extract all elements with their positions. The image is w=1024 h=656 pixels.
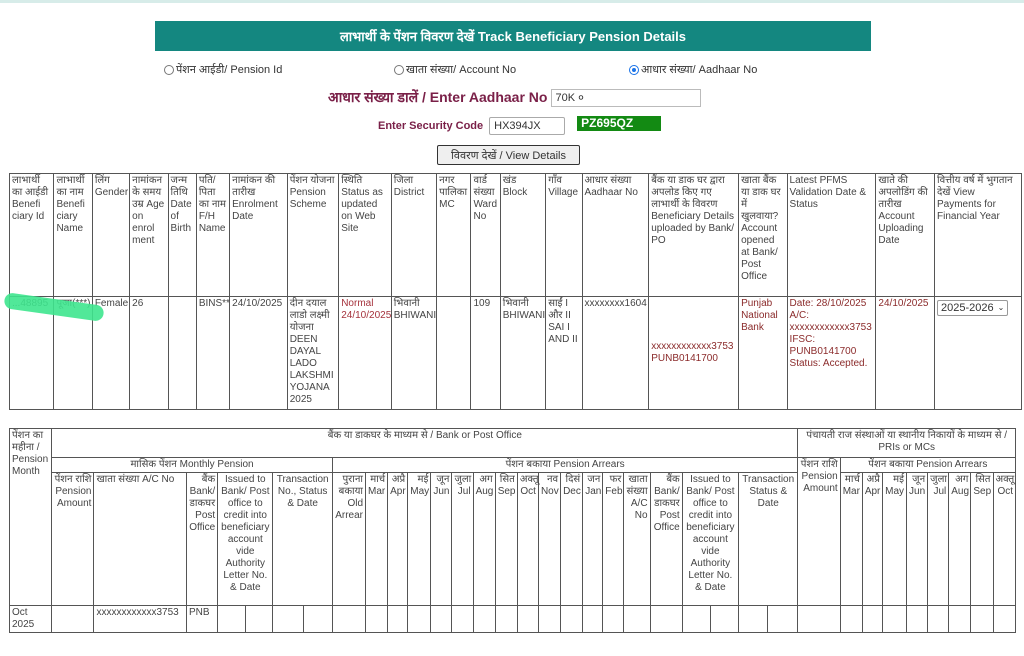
radio-label: खाता संख्या/ Account No <box>406 64 517 76</box>
empty-cell <box>993 606 1015 633</box>
empty-cell <box>768 606 798 633</box>
arrear-month-header: दिसं Dec <box>561 473 583 606</box>
col-header: खाते की अपलोडिंग की तारीख Account Uploading Date <box>876 174 935 297</box>
arrear-month-header: फर Feb <box>603 473 624 606</box>
col-header: वार्ड संख्या Ward No <box>471 174 500 297</box>
ward-no: 109 <box>471 297 500 410</box>
pri-month-header: अक्तू Oct <box>993 473 1015 606</box>
col-header: आधार संख्या Aadhaar No <box>582 174 649 297</box>
col-header: Latest PFMS Validation Date & Status <box>787 174 876 297</box>
col-header: जन्म तिथि Date of Birth <box>168 174 196 297</box>
empty-cell <box>862 606 882 633</box>
empty-cell <box>408 606 431 633</box>
pri-month-header: सित Sep <box>971 473 993 606</box>
col-header: पेंशन योजना Pension Scheme <box>287 174 339 297</box>
bank-po-header: बैंक Bank/ डाकघर Post Office <box>187 473 218 606</box>
bank-uploaded-details: xxxxxxxxxxxx3753 PUNB0141700 <box>649 297 739 410</box>
financial-year-select[interactable] <box>937 300 1008 316</box>
empty-cell <box>332 606 365 633</box>
security-code-label: Enter Security Code <box>378 120 484 132</box>
arrear-month-header: सित Sep <box>495 473 517 606</box>
col-header: नगर पालिका MC <box>437 174 471 297</box>
fy-cell <box>935 297 1022 410</box>
pri-pension-amount-header: पेंशन राशि Pension Amount <box>798 458 840 606</box>
radio-label: पेंशन आईडी/ Pension Id <box>176 64 283 76</box>
aadhaar-input[interactable] <box>551 89 701 107</box>
pension-month: Oct 2025 <box>10 606 52 633</box>
security-code-input[interactable] <box>489 117 565 135</box>
empty-cell <box>971 606 993 633</box>
chevron-down-icon: ⌄ <box>997 303 1005 312</box>
empty-cell <box>431 606 452 633</box>
empty-cell <box>452 606 473 633</box>
empty-cell <box>473 606 495 633</box>
empty-cell <box>907 606 928 633</box>
empty-cell <box>928 606 949 633</box>
aadhaar-no: xxxxxxxx1604 <box>582 297 649 410</box>
pension-arrears-header: पेंशन बकाया Pension Arrears <box>332 458 798 473</box>
table-row <box>10 297 1022 410</box>
empty-cell <box>739 606 768 633</box>
security-code-row <box>378 117 661 135</box>
empty-cell <box>495 606 517 633</box>
column-header-row <box>10 473 1016 606</box>
radio-checked-icon[interactable] <box>629 65 639 75</box>
group-header-row <box>10 429 1016 458</box>
arrear-month-header: जन Jan <box>583 473 603 606</box>
empty-cell <box>538 606 560 633</box>
arrear-month-header: अक्तू Oct <box>517 473 538 606</box>
col-header: नामांकन के समय उम्र Age on enrol ment <box>130 174 168 297</box>
aadhaar-row <box>328 88 701 107</box>
radio-label: आधार संख्या/ Aadhaar No <box>641 64 758 76</box>
arrear-month-header: जुला Jul <box>452 473 473 606</box>
top-border <box>0 0 1024 3</box>
empty-cell <box>682 606 710 633</box>
arrear-month-header: जून Jun <box>431 473 452 606</box>
enrolment-date: 24/10/2025 <box>230 297 288 410</box>
arrear-month-header: मई May <box>408 473 431 606</box>
pension-month-header: पेंशन का महीना / Pension Month <box>10 429 52 606</box>
arrear-month-header: अग Aug <box>473 473 495 606</box>
empty-cell <box>882 606 906 633</box>
pri-month-header: मई May <box>882 473 906 606</box>
empty-cell <box>517 606 538 633</box>
mc <box>437 297 471 410</box>
pri-arrears-header: पेंशन बकाया Pension Arrears <box>840 458 1015 473</box>
empty-cell <box>840 606 862 633</box>
empty-cell <box>710 606 738 633</box>
col-header: जिला District <box>391 174 436 297</box>
radio-pension-id[interactable] <box>164 62 282 77</box>
radio-aadhaar-no[interactable] <box>629 62 757 77</box>
empty-cell <box>388 606 408 633</box>
page-title: लाभार्थी के पेंशन विवरण देखें Track Beneficiary Pension Details <box>339 29 686 44</box>
old-arrear-header: पुराना बकाया Old Arrear <box>332 473 365 606</box>
col-header: वित्तीय वर्ष में भुगतान देखें View Payments for Financial Year <box>935 174 1022 297</box>
beneficiary-table <box>9 173 1022 410</box>
captcha-image: PZ695QZ <box>577 116 661 131</box>
age: 26 <box>130 297 168 410</box>
pri-month-header: अग Aug <box>949 473 971 606</box>
pension-scheme: दीन दयाल लाडो लक्ष्मी योजना DEEN DAYAL LADO LAKSHMI YOJANA 2025 <box>287 297 339 410</box>
pfms-validation: Date: 28/10/2025 A/C: xxxxxxxxxxxx3753 IFSC: PUNB0141700 Status: Accepted. <box>787 297 876 410</box>
arrear-issued-header: Issued to Bank/ Post office to credit into beneficiary account vide Authority Letter No. & Date <box>682 473 738 606</box>
col-header: गाँव Village <box>546 174 582 297</box>
empty-cell <box>603 606 624 633</box>
empty-cell <box>561 606 583 633</box>
search-by-radio-group <box>0 62 1024 80</box>
bank-po-group-header: बैंक या डाकघर के माध्यम से / Bank or Post Office <box>52 429 798 458</box>
col-header: खंड Block <box>500 174 545 297</box>
fh-name: BINS** <box>196 297 229 410</box>
arrear-month-header: मार्च Mar <box>366 473 388 606</box>
account-uploading-date: 24/10/2025 <box>876 297 935 410</box>
subgroup-header-row <box>10 458 1016 473</box>
gender: Female <box>92 297 129 410</box>
pri-month-header: मार्च Mar <box>840 473 862 606</box>
arrear-ac-no-header: खाता संख्या A/C No <box>624 473 650 606</box>
account-opened-at: Punjab National Bank <box>739 297 787 410</box>
arrear-txn-header: Transaction Status & Date <box>739 473 798 606</box>
col-header: बैंक या डाक घर द्वारा अपलोड किए गए लाभार्थी के विवरण Beneficiary Details uploaded by Bank/ PO <box>649 174 739 297</box>
empty-cell <box>583 606 603 633</box>
table-row <box>10 606 1016 633</box>
table-header-row <box>10 174 1022 297</box>
empty-cell <box>303 606 332 633</box>
empty-cell <box>798 606 840 633</box>
financial-year-value: 2025-2026 <box>941 302 994 314</box>
txn-header: Transaction No., Status & Date <box>273 473 332 606</box>
col-header: लिंग Gender <box>92 174 129 297</box>
col-header: पति/ पिता का नाम F/H Name <box>196 174 229 297</box>
col-header: स्थिति Status as updated on Web Site <box>339 174 392 297</box>
col-header: लाभार्थी का आईडी Benefi ciary Id <box>10 174 54 297</box>
pri-group-header: पंचायती राज संस्थाओं या स्थानीय निकायों के माध्यम से / PRIs or MCs <box>798 429 1016 458</box>
pension-amount-header: पेंशन राशि Pension Amount <box>52 473 94 606</box>
ac-no-header: खाता संख्या A/C No <box>94 473 187 606</box>
view-details-button[interactable]: विवरण देखें / View Details <box>437 145 580 165</box>
radio-unchecked-icon[interactable] <box>394 65 404 75</box>
col-header: खाता बैंक या डाक घर में खुलवाया? Account opened at Bank/ Post Office <box>739 174 787 297</box>
date-of-birth <box>168 297 196 410</box>
village: साईं I और II SAI I AND II <box>546 297 582 410</box>
empty-cell <box>218 606 246 633</box>
pri-month-header: जून Jun <box>907 473 928 606</box>
empty-cell <box>366 606 388 633</box>
arrear-month-header: नव Nov <box>538 473 560 606</box>
empty-cell <box>624 606 650 633</box>
page-title-banner <box>155 21 871 51</box>
empty-cell <box>246 606 273 633</box>
arrear-bank-po-header: बैंक Bank/ डाकघर Post Office <box>650 473 682 606</box>
status: Normal 24/10/2025 <box>339 297 392 410</box>
issued-header: Issued to Bank/ Post office to credit into beneficiary account vide Authority Letter No. & Date <box>218 473 273 606</box>
col-header: लाभार्थी का नाम Benefi ciary Name <box>54 174 92 297</box>
col-header: नामांकन की तारीख Enrolment Date <box>230 174 288 297</box>
pension-amount <box>52 606 94 633</box>
monthly-pension-header: मासिक पेंशन Monthly Pension <box>52 458 333 473</box>
empty-cell <box>650 606 682 633</box>
pri-month-header: अप्रै Apr <box>862 473 882 606</box>
pri-month-header: जुला Jul <box>928 473 949 606</box>
ac-no: xxxxxxxxxxxx3753 <box>94 606 187 633</box>
bank-po: PNB <box>187 606 218 633</box>
empty-cell <box>949 606 971 633</box>
aadhaar-label: आधार संख्या डालें / Enter Aadhaar No <box>328 89 548 105</box>
district: भिवानी BHIWANI <box>391 297 436 410</box>
block: भिवानी BHIWANI <box>500 297 545 410</box>
arrear-month-header: अप्रै Apr <box>388 473 408 606</box>
payments-table <box>9 428 1016 633</box>
radio-unchecked-icon[interactable] <box>164 65 174 75</box>
radio-account-no[interactable] <box>394 62 516 77</box>
empty-cell <box>273 606 303 633</box>
